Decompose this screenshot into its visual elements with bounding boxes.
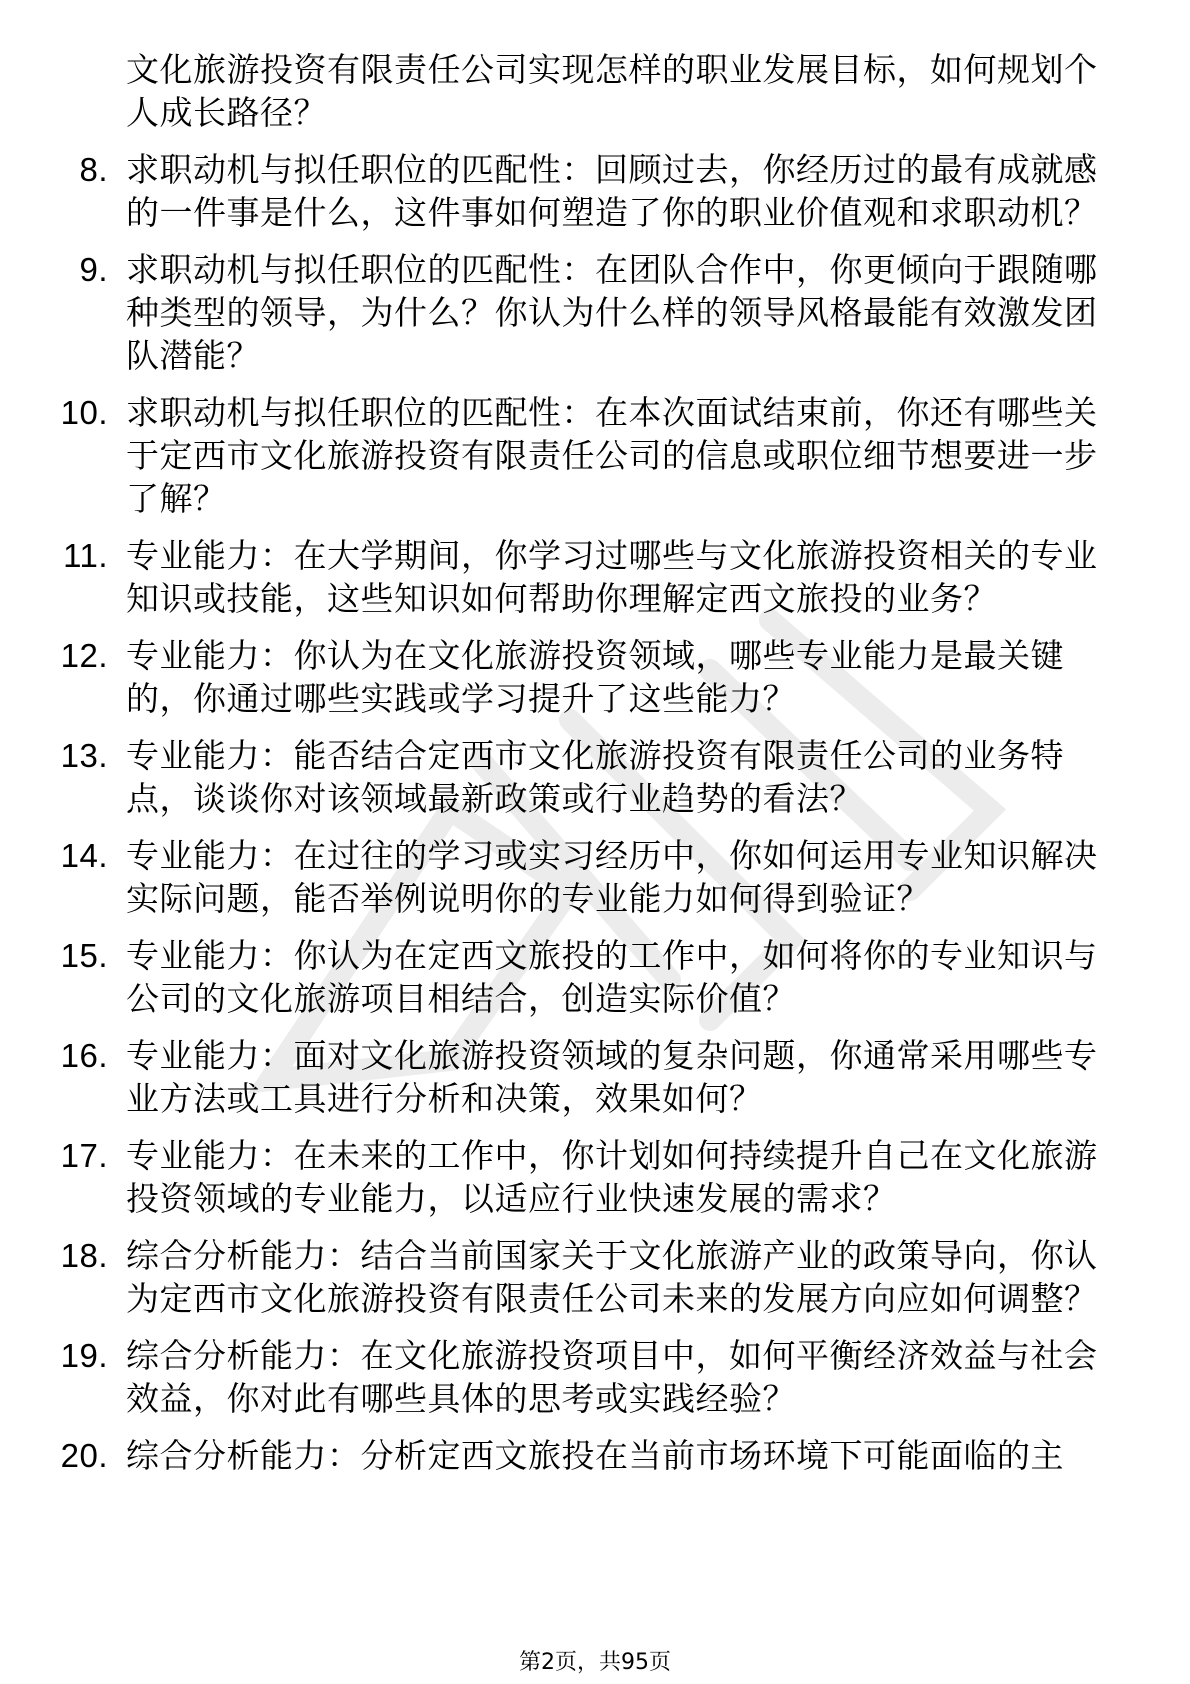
question-text: 求职动机与拟任职位的匹配性：在团队合作中，你更倾向于跟随哪种类型的领导，为什么？你认为什么样的领导风格最能有效激发团队潜能？	[126, 250, 1098, 375]
page-content	[0, 48, 1190, 1491]
question-number: 17.	[60, 1137, 108, 1174]
question-item	[0, 1134, 1116, 1220]
question-number: 20.	[60, 1437, 108, 1474]
question-number: 8.	[79, 151, 108, 188]
question-item	[0, 634, 1116, 720]
question-text: 专业能力：面对文化旅游投资领域的复杂问题，你通常采用哪些专业方法或工具进行分析和决策，效果如何？	[126, 1036, 1098, 1118]
question-text: 专业能力：在大学期间，你学习过哪些与文化旅游投资相关的专业知识或技能，这些知识如何帮助你理解定西文旅投的业务？	[126, 536, 1098, 618]
question-number: 15.	[60, 937, 108, 974]
question-item	[0, 1334, 1116, 1420]
question-number: 11.	[63, 537, 108, 574]
question-text: 综合分析能力：在文化旅游投资项目中，如何平衡经济效益与社会效益，你对此有哪些具体的思考或实践经验？	[126, 1336, 1098, 1418]
question-item	[0, 534, 1116, 620]
page-footer: 第2页，共95页	[519, 1650, 671, 1675]
continued-question-text: 文化旅游投资有限责任公司实现怎样的职业发展目标，如何规划个人成长路径？	[126, 50, 1098, 132]
question-item	[0, 1034, 1116, 1120]
question-list	[0, 148, 1190, 1477]
question-number: 12.	[60, 637, 108, 674]
question-item	[0, 391, 1116, 520]
question-text: 求职动机与拟任职位的匹配性：在本次面试结束前，你还有哪些关于定西市文化旅游投资有限责任公司的信息或职位细节想要进一步了解？	[126, 393, 1098, 518]
question-item	[0, 148, 1116, 234]
question-number: 9.	[79, 251, 108, 288]
question-number: 16.	[60, 1037, 108, 1074]
question-text: 求职动机与拟任职位的匹配性：回顾过去，你经历过的最有成就感的一件事是什么，这件事如何塑造了你的职业价值观和求职动机？	[126, 150, 1098, 232]
question-text: 综合分析能力：结合当前国家关于文化旅游产业的政策导向，你认为定西市文化旅游投资有限责任公司未来的发展方向应如何调整？	[126, 1236, 1098, 1318]
question-number: 10.	[60, 394, 108, 431]
question-text: 专业能力：你认为在定西文旅投的工作中，如何将你的专业知识与公司的文化旅游项目相结合，创造实际价值？	[126, 936, 1098, 1018]
question-number: 18.	[60, 1237, 108, 1274]
question-item	[0, 734, 1116, 820]
question-text: 专业能力：在过往的学习或实习经历中，你如何运用专业知识解决实际问题，能否举例说明你的专业能力如何得到验证？	[126, 836, 1098, 918]
question-item	[0, 834, 1116, 920]
question-number: 13.	[60, 737, 108, 774]
question-text: 专业能力：你认为在文化旅游投资领域，哪些专业能力是最关键的，你通过哪些实践或学习提升了这些能力？	[126, 636, 1064, 718]
question-item	[0, 1434, 1116, 1477]
question-text: 专业能力：能否结合定西市文化旅游投资有限责任公司的业务特点，谈谈你对该领域最新政策或行业趋势的看法？	[126, 736, 1064, 818]
question-item	[0, 1234, 1116, 1320]
question-text: 专业能力：在未来的工作中，你计划如何持续提升自己在文化旅游投资领域的专业能力，以适应行业快速发展的需求？	[126, 1136, 1098, 1218]
question-number: 14.	[60, 837, 108, 874]
question-item	[0, 248, 1116, 377]
question-item	[0, 934, 1116, 1020]
question-number: 19.	[60, 1337, 108, 1374]
question-text: 综合分析能力：分析定西文旅投在当前市场环境下可能面临的主	[126, 1436, 1064, 1475]
